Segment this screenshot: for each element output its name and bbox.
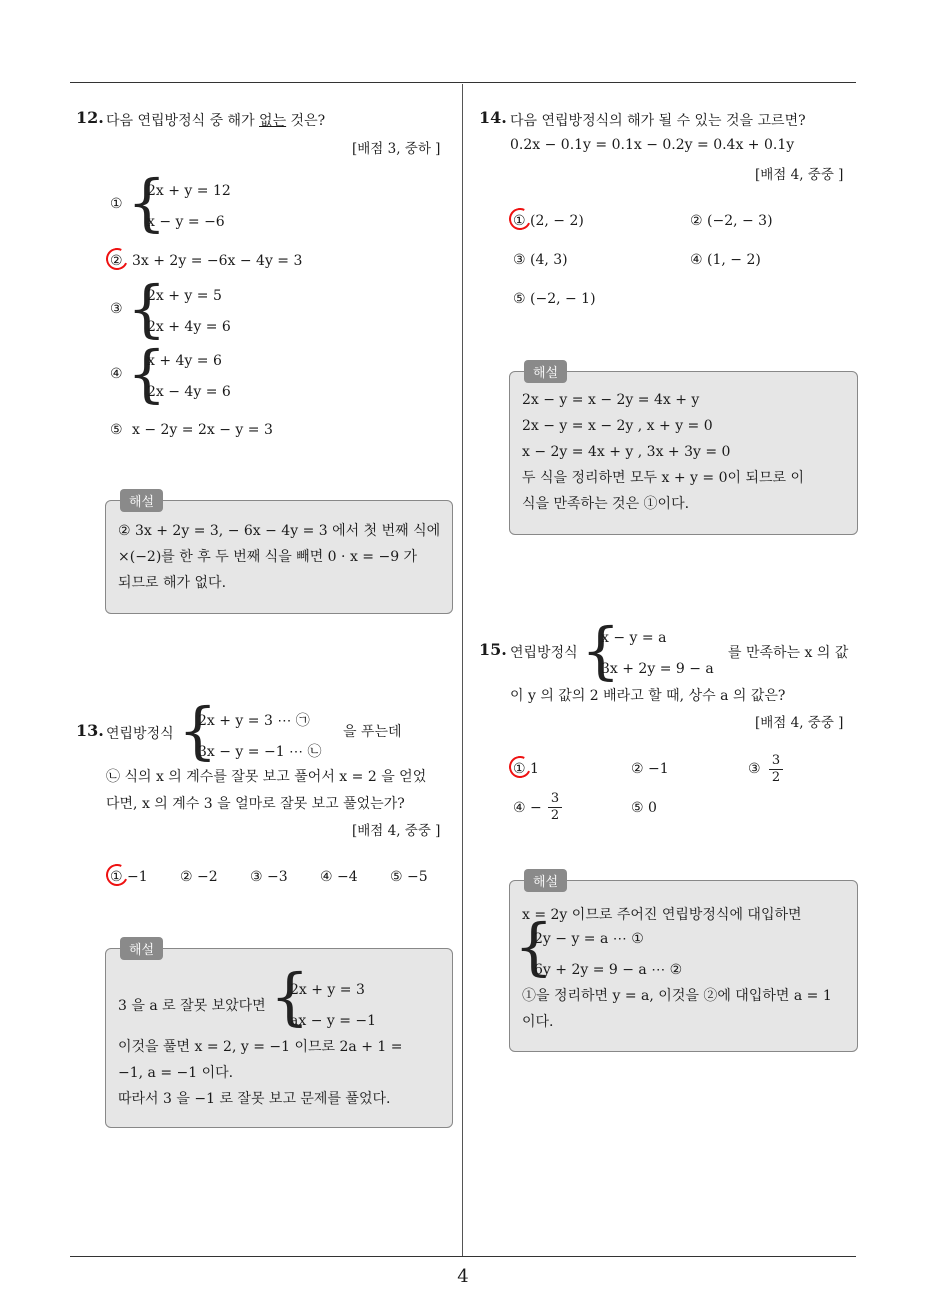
q12-option-4-mark: ④: [110, 366, 123, 382]
q13-choice-2: ② −2: [180, 869, 218, 885]
brace: {: [178, 694, 218, 767]
q14-choice-4: ④ (1, − 2): [690, 252, 761, 268]
q13-number: 13.: [76, 721, 104, 740]
q15-choice-4-mark: ④ −: [513, 800, 542, 816]
q15-solution-tag: 해설: [524, 869, 567, 892]
q13-choice-4: ④ −4: [320, 869, 358, 885]
q15-lead: 연립방정식: [510, 645, 578, 661]
q15-solution-line1: x = 2y 이므로 주어진 연립방정식에 대입하면: [522, 907, 802, 923]
q13-tail: 을 푸는데: [343, 724, 402, 740]
q12-prompt: 다음 연립방정식 중 해가 없는 것은?: [106, 113, 326, 129]
q13-meta: [배점 4, 중중 ]: [352, 823, 441, 839]
q14-number: 14.: [479, 108, 507, 127]
q13-solution-text: 이것을 풀면 x = 2, y = −1 이므로 2a + 1 = −1, a = −1 이다. 따라서 3 을 −1 로 잘못 보고 문제를 풀었다.: [118, 1039, 403, 1107]
q13-choice-3: ③ −3: [250, 869, 288, 885]
q12-meta: [배점 3, 중하 ]: [352, 141, 441, 157]
q14-meta: [배점 4, 중중 ]: [755, 167, 844, 183]
column-divider: [462, 84, 463, 1256]
q13-line3: 다면, x 의 계수 3 을 얼마로 잘못 보고 풀었는가?: [106, 796, 405, 812]
q13-choice-1: ① −1: [110, 869, 148, 885]
q12-number: 12.: [76, 108, 104, 127]
q14-choice-3: ③ (4, 3): [513, 252, 568, 268]
q15-solution-text: ①을 정리하면 y = a, 이것을 ②에 대입하면 a = 1 이다.: [522, 988, 832, 1030]
q12-option-2-mark: ②: [110, 253, 123, 269]
q15-system-line1: x − y = a: [601, 630, 667, 646]
q12-solution-text: ② 3x + 2y = 3, − 6x − 4y = 3 에서 첫 번째 식에 ×(−2)를 한 후 두 번째 식을 빼면 0 · x = −9 가 되므로 해가 없다.: [118, 523, 441, 591]
q12-option-4-line2: 2x − 4y = 6: [147, 384, 231, 400]
q15-choice-3-fraction: $\frac{3}{2}$: [769, 753, 783, 786]
q12-option-1-line2: x − y = −6: [147, 214, 225, 230]
q14-choice-5: ⑤ (−2, − 1): [513, 291, 596, 307]
q14-prompt: 다음 연립방정식의 해가 될 수 있는 것을 고르면?: [510, 113, 806, 129]
q15-choice-4-fraction: $\frac{3}{2}$: [548, 791, 562, 824]
brace: {: [270, 960, 310, 1033]
q15-line2: 이 y 의 값의 2 배라고 할 때, 상수 a 의 값은?: [510, 688, 786, 704]
q15-choice-1: ① 1: [513, 761, 539, 777]
q13-system-line2: 3x − y = −1 ⋯ ㉡: [198, 744, 322, 760]
q12-option-2: 3x + 2y = −6x − 4y = 3: [132, 253, 303, 269]
q15-system-line2: 3x + 2y = 9 − a: [601, 661, 714, 677]
q15-solution-system-line1: 2y − y = a ⋯ ①: [534, 931, 644, 947]
brace: {: [127, 337, 167, 410]
q12-option-3-mark: ③: [110, 301, 123, 317]
bottom-rule: [70, 1256, 856, 1257]
top-rule: [70, 82, 856, 83]
q15-choice-3-mark: ③: [748, 761, 761, 777]
brace: {: [514, 910, 554, 983]
q14-solution-text: 2x − y = x − 2y = 4x + y 2x − y = x − 2y , x + y = 0 x − 2y = 4x + y , 3x + 3y = 0 두 식을 정리하면 모두 x + y = 0이 되므로 이 식을 만족하는 것은 ①이다.: [522, 392, 805, 512]
q13-solution-tag: 해설: [120, 937, 163, 960]
brace: {: [127, 272, 167, 345]
q15-solution-system-line2: 6y + 2y = 9 − a ⋯ ②: [534, 962, 683, 978]
q15-tail: 를 만족하는 x 의 값: [728, 645, 849, 661]
q15-choice-5: ⑤ 0: [631, 800, 657, 816]
q13-lead: 연립방정식: [106, 726, 174, 742]
q13-solution-lead: 3 을 a 로 잘못 보았다면: [118, 998, 266, 1014]
q13-system-line1: 2x + y = 3 ⋯ ㉠: [198, 713, 310, 729]
q12-option-1-mark: ①: [110, 196, 123, 212]
q12-option-1-line1: 2x + y = 12: [147, 183, 231, 199]
q14-choice-1: ① (2, − 2): [513, 213, 584, 229]
q15-choice-2: ② −1: [631, 761, 669, 777]
brace: {: [127, 166, 167, 239]
q15-number: 15.: [479, 640, 507, 659]
q12-option-4-line1: x + 4y = 6: [147, 353, 222, 369]
q13-solution-system-line1: 2x + y = 3: [290, 982, 365, 998]
q13-solution-system-line2: ax − y = −1: [290, 1013, 377, 1029]
q12-option-5: x − 2y = 2x − y = 3: [132, 422, 273, 438]
brace: {: [581, 614, 621, 687]
q14-equation: 0.2x − 0.1y = 0.1x − 0.2y = 0.4x + 0.1y: [510, 137, 795, 153]
q15-meta: [배점 4, 중중 ]: [755, 715, 844, 731]
q12-option-5-mark: ⑤: [110, 422, 123, 438]
q14-choice-2: ② (−2, − 3): [690, 213, 773, 229]
q14-solution-tag: 해설: [524, 360, 567, 383]
q12-solution-tag: 해설: [120, 489, 163, 512]
q12-option-3-line1: 2x + y = 5: [147, 288, 222, 304]
q13-choice-5: ⑤ −5: [390, 869, 428, 885]
q13-line2: ㉡ 식의 x 의 계수를 잘못 보고 풀어서 x = 2 을 얻었: [106, 769, 427, 785]
q12-option-3-line2: 2x + 4y = 6: [147, 319, 231, 335]
page-number: 4: [457, 1266, 469, 1287]
